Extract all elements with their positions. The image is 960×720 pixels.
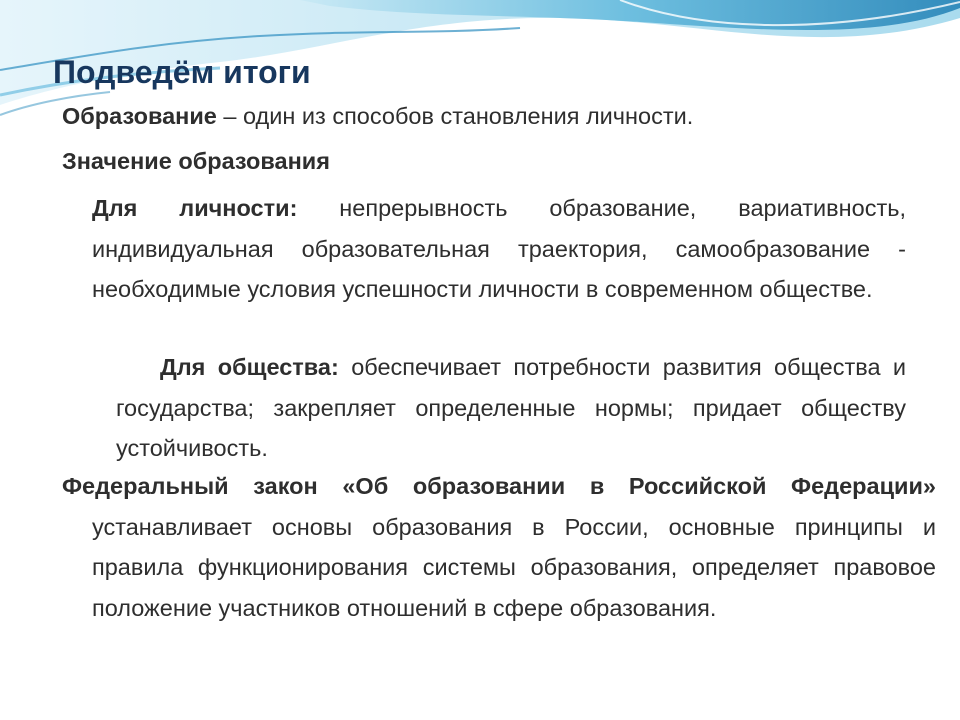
federal-law-paragraph <box>62 466 936 628</box>
for-society-text: обеспечивает потребности развития общества и государства; закрепляет определенные нормы; придает обществу устойчивость. <box>116 354 907 461</box>
federal-law-text: устанавливает основы образования в России, основные принципы и правила функционирования системы образования, определяет правовое положение участников отношений в сфере образования. <box>92 513 936 621</box>
for-person-paragraph <box>92 188 906 310</box>
federal-law-label: Федеральный закон «Об образовании в Российской Федерации» <box>62 473 936 499</box>
for-society-label: Для общества: <box>160 354 339 380</box>
definition-term: Образование <box>62 103 217 129</box>
definition-paragraph <box>62 96 912 137</box>
definition-text: – один из способов становления личности. <box>216 103 694 129</box>
for-person-text: непрерывность образование, вариативность, индивидуальная образовательная траектория, самообразование - необходимые условия успешности личности в современном обществе. <box>92 195 906 302</box>
for-person-label: Для личности: <box>92 195 298 221</box>
meaning-heading <box>62 141 912 182</box>
slide-title: Подведём итоги <box>53 54 311 90</box>
for-society-paragraph <box>116 347 906 469</box>
meaning-heading-text: Значение образования <box>62 148 330 174</box>
